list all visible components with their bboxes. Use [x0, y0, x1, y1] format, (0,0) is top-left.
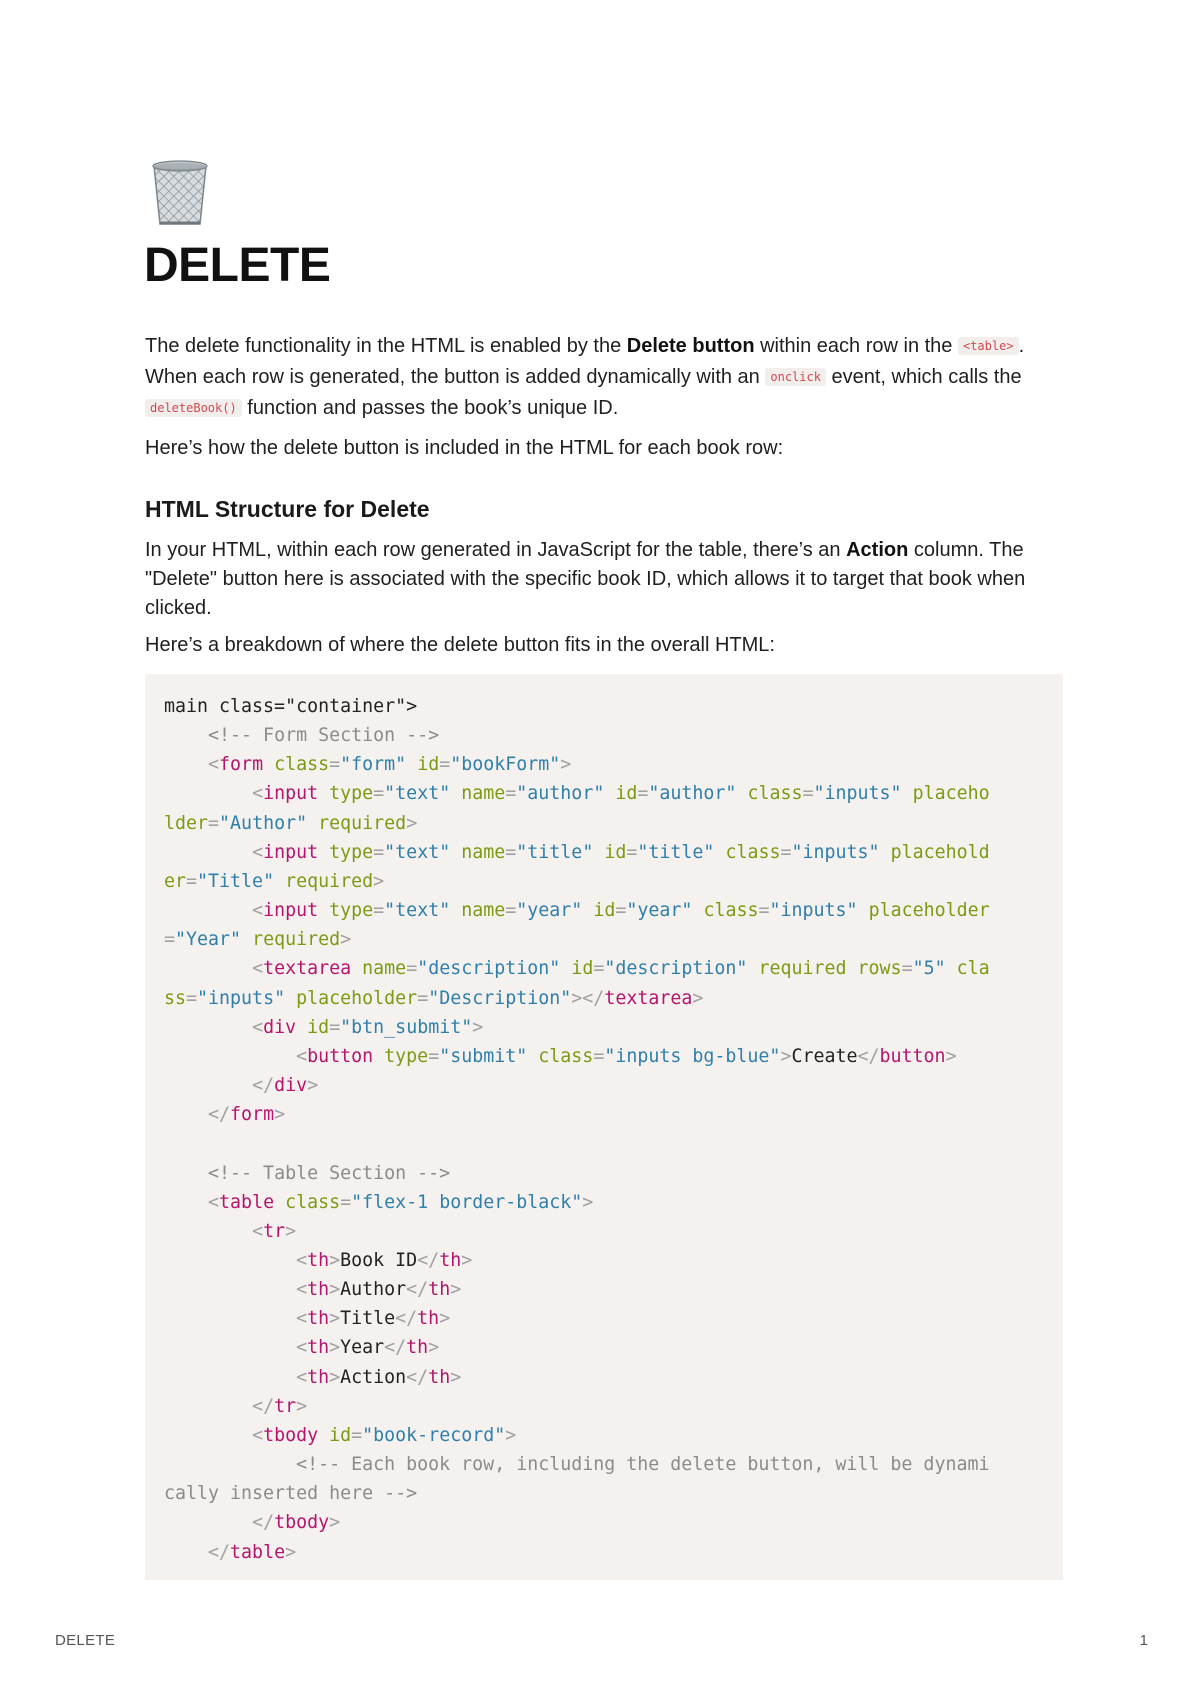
- code-text: Create: [791, 1045, 858, 1067]
- code-string: "inputs": [813, 783, 902, 805]
- code-tag: th: [428, 1279, 451, 1301]
- code-tag: th: [307, 1308, 330, 1330]
- breakdown-intro: Here’s a breakdown of where the delete button fits in the overall HTML:: [145, 634, 775, 656]
- code-tag: table: [219, 1191, 275, 1213]
- code-string: "title": [516, 841, 594, 863]
- code-tag: th: [307, 1337, 330, 1359]
- code-string: "inputs": [791, 841, 880, 863]
- code-tag: form: [219, 754, 264, 776]
- section-paragraph: [145, 536, 1063, 623]
- page-content: [145, 332, 1063, 1580]
- intro-text: function and passes the book’s unique ID.: [241, 397, 619, 419]
- code-tag: div: [263, 1016, 297, 1038]
- code-listing: main class="container"> <!-- Form Section --> <form class="form" id="bookForm"> <input type="text" name="author" id="author" class="inputs" placeho lder="Author" required> <input type="text" name="title" id="title" class="inputs" placehold er="Title" required> <input type="text" name="year" id="year" class="inputs" placeholder ="Year" required> <textarea name="description" id="description" required rows="5" cla ss="inputs" placeholder="Description"></textarea> <div id="btn_submit"> <button type="submit" class="inputs bg-blue">Create</button> </div> </form> <!-- Table Section --> <table class="flex-1 border-black"> <tr> <th>Book ID</th> <th>Author</th> <th>Title</th> <th>Year</th> <th>Action</th> </tr> <tbody id="book-record"> <!-- Each book row, including the delete button, will be dynami cally inserted here --> </tbody> </table>: [164, 696, 990, 1563]
- code-tag: button: [307, 1045, 374, 1067]
- code-string: "year": [626, 900, 693, 922]
- code-string: "book-record": [362, 1424, 506, 1446]
- code-tag: form: [230, 1104, 275, 1126]
- code-tag: th: [406, 1337, 429, 1359]
- code-tag: th: [307, 1366, 330, 1388]
- code-attr: placeholder: [868, 900, 990, 922]
- code-string: "inputs bg-blue": [604, 1045, 781, 1067]
- code-string: "description": [604, 958, 748, 980]
- code-comment: cally inserted here -->: [164, 1483, 418, 1505]
- inline-code-onclick: onclick: [765, 368, 826, 386]
- delete-button-term: Delete button: [626, 335, 755, 357]
- code-text: Action: [340, 1366, 407, 1388]
- code-string: "5": [912, 958, 946, 980]
- inline-code-table: <table>: [958, 337, 1019, 355]
- code-comment: <!-- Table Section -->: [208, 1162, 451, 1184]
- code-string: "text": [384, 783, 451, 805]
- page-number: 1: [1139, 1632, 1148, 1649]
- code-text: main class="container">: [164, 696, 418, 717]
- code-tag: table: [230, 1541, 286, 1563]
- footer-label: DELETE: [55, 1632, 116, 1649]
- code-tag: th: [307, 1279, 330, 1301]
- intro-text: The delete functionality in the HTML is enabled by the: [145, 335, 627, 357]
- code-tag: textarea: [263, 958, 352, 980]
- code-tag: tbody: [274, 1512, 330, 1534]
- code-attr: placeho: [912, 783, 990, 805]
- code-string: "description": [417, 958, 561, 980]
- code-text: Book ID: [340, 1249, 418, 1271]
- wastebasket-icon: [144, 156, 216, 228]
- code-string: "inputs": [769, 900, 858, 922]
- code-string: "author": [648, 783, 737, 805]
- inline-code-deletebook: deleteBook(): [145, 399, 242, 417]
- code-string: "flex-1 border-black": [351, 1191, 583, 1213]
- section-text: In your HTML, within each row generated in JavaScript for the table, there’s an: [145, 539, 847, 561]
- intro-paragraph: [145, 332, 1063, 425]
- code-attr: placeholder: [296, 987, 418, 1009]
- intro-text: within each row in the: [754, 335, 958, 357]
- code-tag: input: [263, 900, 319, 922]
- code-attr: required: [252, 929, 341, 951]
- intro-followup: Here’s how the delete button is included in the HTML for each book row:: [145, 437, 784, 459]
- code-tag: th: [417, 1308, 440, 1330]
- code-string: "inputs": [197, 987, 286, 1009]
- code-string: "Year": [175, 929, 242, 951]
- code-tag: tr: [274, 1395, 297, 1417]
- code-string: "text": [384, 900, 451, 922]
- code-comment: <!-- Each book row, including the delete button, will be dynami: [296, 1454, 990, 1476]
- code-string: "form": [340, 754, 407, 776]
- section-heading: HTML Structure for Delete: [145, 496, 430, 522]
- page-title: DELETE: [144, 239, 331, 292]
- code-string: "submit": [439, 1045, 528, 1067]
- code-tag: input: [263, 841, 319, 863]
- code-tag: tbody: [263, 1424, 319, 1446]
- code-string: "Description": [428, 987, 572, 1009]
- code-text: Title: [340, 1308, 396, 1330]
- code-tag: textarea: [604, 987, 693, 1009]
- code-tag: div: [274, 1075, 308, 1097]
- code-string: "Title": [197, 870, 275, 892]
- code-comment: <!-- Form Section -->: [208, 725, 440, 747]
- code-tag: th: [307, 1249, 330, 1271]
- code-text: Author: [340, 1279, 407, 1301]
- intro-text: . When each row is generated, the button is added dynamically with an: [145, 335, 1025, 388]
- code-string: "title": [637, 841, 715, 863]
- code-tag: tr: [263, 1220, 286, 1242]
- code-attr: required: [758, 958, 847, 980]
- code-tag: th: [428, 1366, 451, 1388]
- code-attr: er: [164, 870, 187, 892]
- code-attr: lder: [164, 812, 209, 834]
- code-tag: button: [879, 1045, 946, 1067]
- code-attr: cla: [956, 958, 990, 980]
- code-attr: required: [318, 812, 407, 834]
- code-string: "btn_submit": [340, 1016, 473, 1038]
- code-string: "bookForm": [450, 754, 561, 776]
- code-tag: th: [439, 1249, 462, 1271]
- code-attr: ss: [164, 987, 187, 1009]
- code-block: [145, 674, 1063, 1580]
- section-text: column. The "Delete" button here is associated with the specific book ID, which allows it to target that book when clicked.: [145, 539, 1026, 619]
- intro-text: event, which calls the: [825, 366, 1022, 388]
- code-string: "Author": [219, 812, 308, 834]
- code-text: Year: [340, 1337, 385, 1359]
- code-string: "year": [516, 900, 583, 922]
- action-term: Action: [846, 539, 909, 561]
- code-string: "text": [384, 841, 451, 863]
- code-string: "author": [516, 783, 605, 805]
- code-tag: input: [263, 783, 319, 805]
- code-attr: placehold: [890, 841, 990, 863]
- code-attr: required: [285, 870, 374, 892]
